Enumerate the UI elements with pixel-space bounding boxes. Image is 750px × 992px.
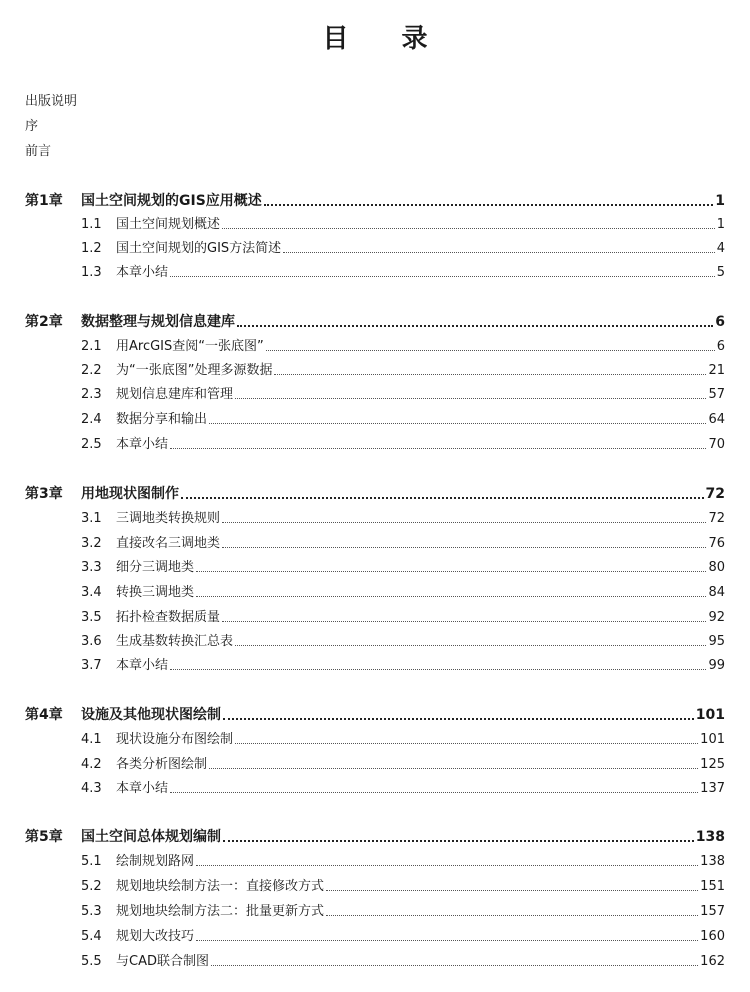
toc-section[interactable] <box>81 436 725 453</box>
dot-leader <box>209 768 698 769</box>
chapter-number: 第4章 <box>25 707 63 723</box>
dot-leader <box>222 522 706 523</box>
section-title: 现状设施分布图绘制 <box>116 732 234 747</box>
dot-leader <box>326 915 698 916</box>
toc-section[interactable] <box>81 756 725 773</box>
toc-section[interactable] <box>81 240 725 257</box>
section-title: 规划信息建库和管理 <box>116 387 234 402</box>
page-number: 84 <box>708 585 725 600</box>
toc-section[interactable] <box>81 928 725 945</box>
dot-leader <box>274 374 706 375</box>
page-number: 151 <box>700 879 725 894</box>
section-title: 转换三调地类 <box>116 585 195 600</box>
section-number: 4.1 <box>81 732 102 747</box>
section-number: 3.2 <box>81 536 102 551</box>
section-number: 5.5 <box>81 954 102 969</box>
dot-leader <box>170 792 698 793</box>
section-title: 数据分享和输出 <box>116 412 208 427</box>
chapter-number: 第2章 <box>25 314 63 330</box>
section-number: 3.3 <box>81 560 102 575</box>
toc-chapter-4[interactable] <box>25 706 725 724</box>
section-number: 3.1 <box>81 511 102 526</box>
toc-section[interactable] <box>81 510 725 527</box>
page-number: 64 <box>708 412 725 427</box>
section-number: 3.6 <box>81 634 102 649</box>
section-title: 细分三调地类 <box>116 560 195 575</box>
front-matter-item-preface[interactable]: 序 <box>25 119 39 134</box>
page-number: 6 <box>716 339 725 354</box>
section-number: 2.2 <box>81 363 102 378</box>
section-title: 三调地类转换规则 <box>116 511 221 526</box>
chapter-title: 国土空间总体规划编制 <box>81 829 221 845</box>
section-title: 为“一张底图”处理多源数据 <box>116 363 273 378</box>
page-number: 99 <box>708 658 725 673</box>
page-number: 76 <box>708 536 725 551</box>
dot-leader <box>209 423 706 424</box>
section-title: 生成基数转换汇总表 <box>116 634 234 649</box>
section-title: 各类分析图绘制 <box>116 757 208 772</box>
toc-chapter-2[interactable] <box>25 313 725 331</box>
front-matter-item-publishing-note[interactable]: 出版说明 <box>25 94 78 109</box>
section-title: 与CAD联合制图 <box>116 954 209 969</box>
toc-section[interactable] <box>81 264 725 281</box>
page-number: 4 <box>716 241 725 256</box>
toc-chapter-3[interactable] <box>25 485 725 503</box>
page-number: 95 <box>708 634 725 649</box>
section-number: 2.4 <box>81 412 102 427</box>
toc-section[interactable] <box>81 903 725 920</box>
dot-leader <box>196 865 698 866</box>
dot-leader <box>196 571 706 572</box>
dot-leader <box>235 743 698 744</box>
page-number: 138 <box>700 854 725 869</box>
chapter-number: 第3章 <box>25 486 63 502</box>
dot-leader <box>211 965 698 966</box>
section-title: 国土空间规划概述 <box>116 217 221 232</box>
page-number: 137 <box>700 781 725 796</box>
dot-leader <box>196 940 698 941</box>
section-title: 本章小结 <box>116 658 169 673</box>
toc-section[interactable] <box>81 584 725 601</box>
section-number: 5.4 <box>81 929 102 944</box>
section-title: 规划大改技巧 <box>116 929 195 944</box>
dot-leader <box>196 596 706 597</box>
section-title: 规划地块绘制方法一：直接修改方式 <box>116 879 325 894</box>
section-number: 4.3 <box>81 781 102 796</box>
toc-section[interactable] <box>81 780 725 797</box>
toc-section[interactable] <box>81 609 725 626</box>
dot-leader <box>266 350 715 351</box>
toc-section[interactable] <box>81 731 725 748</box>
dot-leader <box>223 718 694 720</box>
toc-section[interactable] <box>81 216 725 233</box>
page-number: 72 <box>705 486 725 502</box>
section-title: 本章小结 <box>116 265 169 280</box>
dot-leader <box>235 645 706 646</box>
section-number: 4.2 <box>81 757 102 772</box>
section-number: 5.3 <box>81 904 102 919</box>
page-number: 1 <box>716 217 725 232</box>
page-number: 57 <box>708 387 725 402</box>
section-number: 2.5 <box>81 437 102 452</box>
section-number: 2.3 <box>81 387 102 402</box>
dot-leader <box>264 204 713 206</box>
section-title: 本章小结 <box>116 437 169 452</box>
chapter-number: 第1章 <box>25 193 63 209</box>
section-title: 本章小结 <box>116 781 169 796</box>
section-number: 3.7 <box>81 658 102 673</box>
section-number: 3.4 <box>81 585 102 600</box>
page-number: 6 <box>715 314 725 330</box>
toc-section[interactable] <box>81 535 725 552</box>
page-number: 160 <box>700 929 725 944</box>
toc-section[interactable] <box>81 362 725 379</box>
page-number: 70 <box>708 437 725 452</box>
section-title: 绘制规划路网 <box>116 854 195 869</box>
dot-leader <box>170 448 706 449</box>
section-number: 1.1 <box>81 217 102 232</box>
page-number: 162 <box>700 954 725 969</box>
page-number: 5 <box>716 265 725 280</box>
section-number: 2.1 <box>81 339 102 354</box>
dot-leader <box>326 890 698 891</box>
section-number: 1.2 <box>81 241 102 256</box>
page-number: 80 <box>708 560 725 575</box>
section-title: 拓扑检查数据质量 <box>116 610 221 625</box>
toc-section[interactable] <box>81 386 725 403</box>
dot-leader <box>223 840 694 842</box>
page-number: 125 <box>700 757 725 772</box>
section-title: 用ArcGIS查阅“一张底图” <box>116 339 264 354</box>
section-number: 1.3 <box>81 265 102 280</box>
section-title: 直接改名三调地类 <box>116 536 221 551</box>
chapter-number: 第5章 <box>25 829 63 845</box>
page-number: 101 <box>700 732 725 747</box>
page-number: 157 <box>700 904 725 919</box>
page-number: 138 <box>695 829 725 845</box>
dot-leader <box>170 276 715 277</box>
chapter-title: 设施及其他现状图绘制 <box>81 707 221 723</box>
section-title: 国土空间规划的GIS方法简述 <box>116 241 282 256</box>
toc-section[interactable] <box>81 878 725 895</box>
page-number: 72 <box>708 511 725 526</box>
page-number: 101 <box>695 707 725 723</box>
section-title: 规划地块绘制方法二：批量更新方式 <box>116 904 325 919</box>
toc-section[interactable] <box>81 411 725 428</box>
page-number: 1 <box>715 193 725 209</box>
page-title: 目 录 <box>322 24 450 54</box>
section-number: 5.1 <box>81 854 102 869</box>
dot-leader <box>235 398 706 399</box>
dot-leader <box>283 252 715 253</box>
toc-section[interactable] <box>81 657 725 674</box>
toc-chapter-1[interactable] <box>25 192 725 210</box>
dot-leader <box>222 547 706 548</box>
page-number: 21 <box>708 363 725 378</box>
toc-section[interactable] <box>81 633 725 650</box>
toc-section[interactable] <box>81 338 725 355</box>
chapter-title: 数据整理与规划信息建库 <box>81 314 235 330</box>
dot-leader <box>170 669 706 670</box>
toc-section[interactable] <box>81 953 725 970</box>
chapter-title: 用地现状图制作 <box>81 486 179 502</box>
dot-leader <box>181 497 704 499</box>
dot-leader <box>222 228 715 229</box>
front-matter-item-foreword[interactable]: 前言 <box>25 144 52 159</box>
toc-chapter-5[interactable] <box>25 828 725 846</box>
page-number: 92 <box>708 610 725 625</box>
toc-section[interactable] <box>81 853 725 870</box>
toc-section[interactable] <box>81 559 725 576</box>
section-number: 3.5 <box>81 610 102 625</box>
section-number: 5.2 <box>81 879 102 894</box>
chapter-title: 国土空间规划的GIS应用概述 <box>81 193 262 209</box>
dot-leader <box>222 621 706 622</box>
dot-leader <box>237 325 713 327</box>
